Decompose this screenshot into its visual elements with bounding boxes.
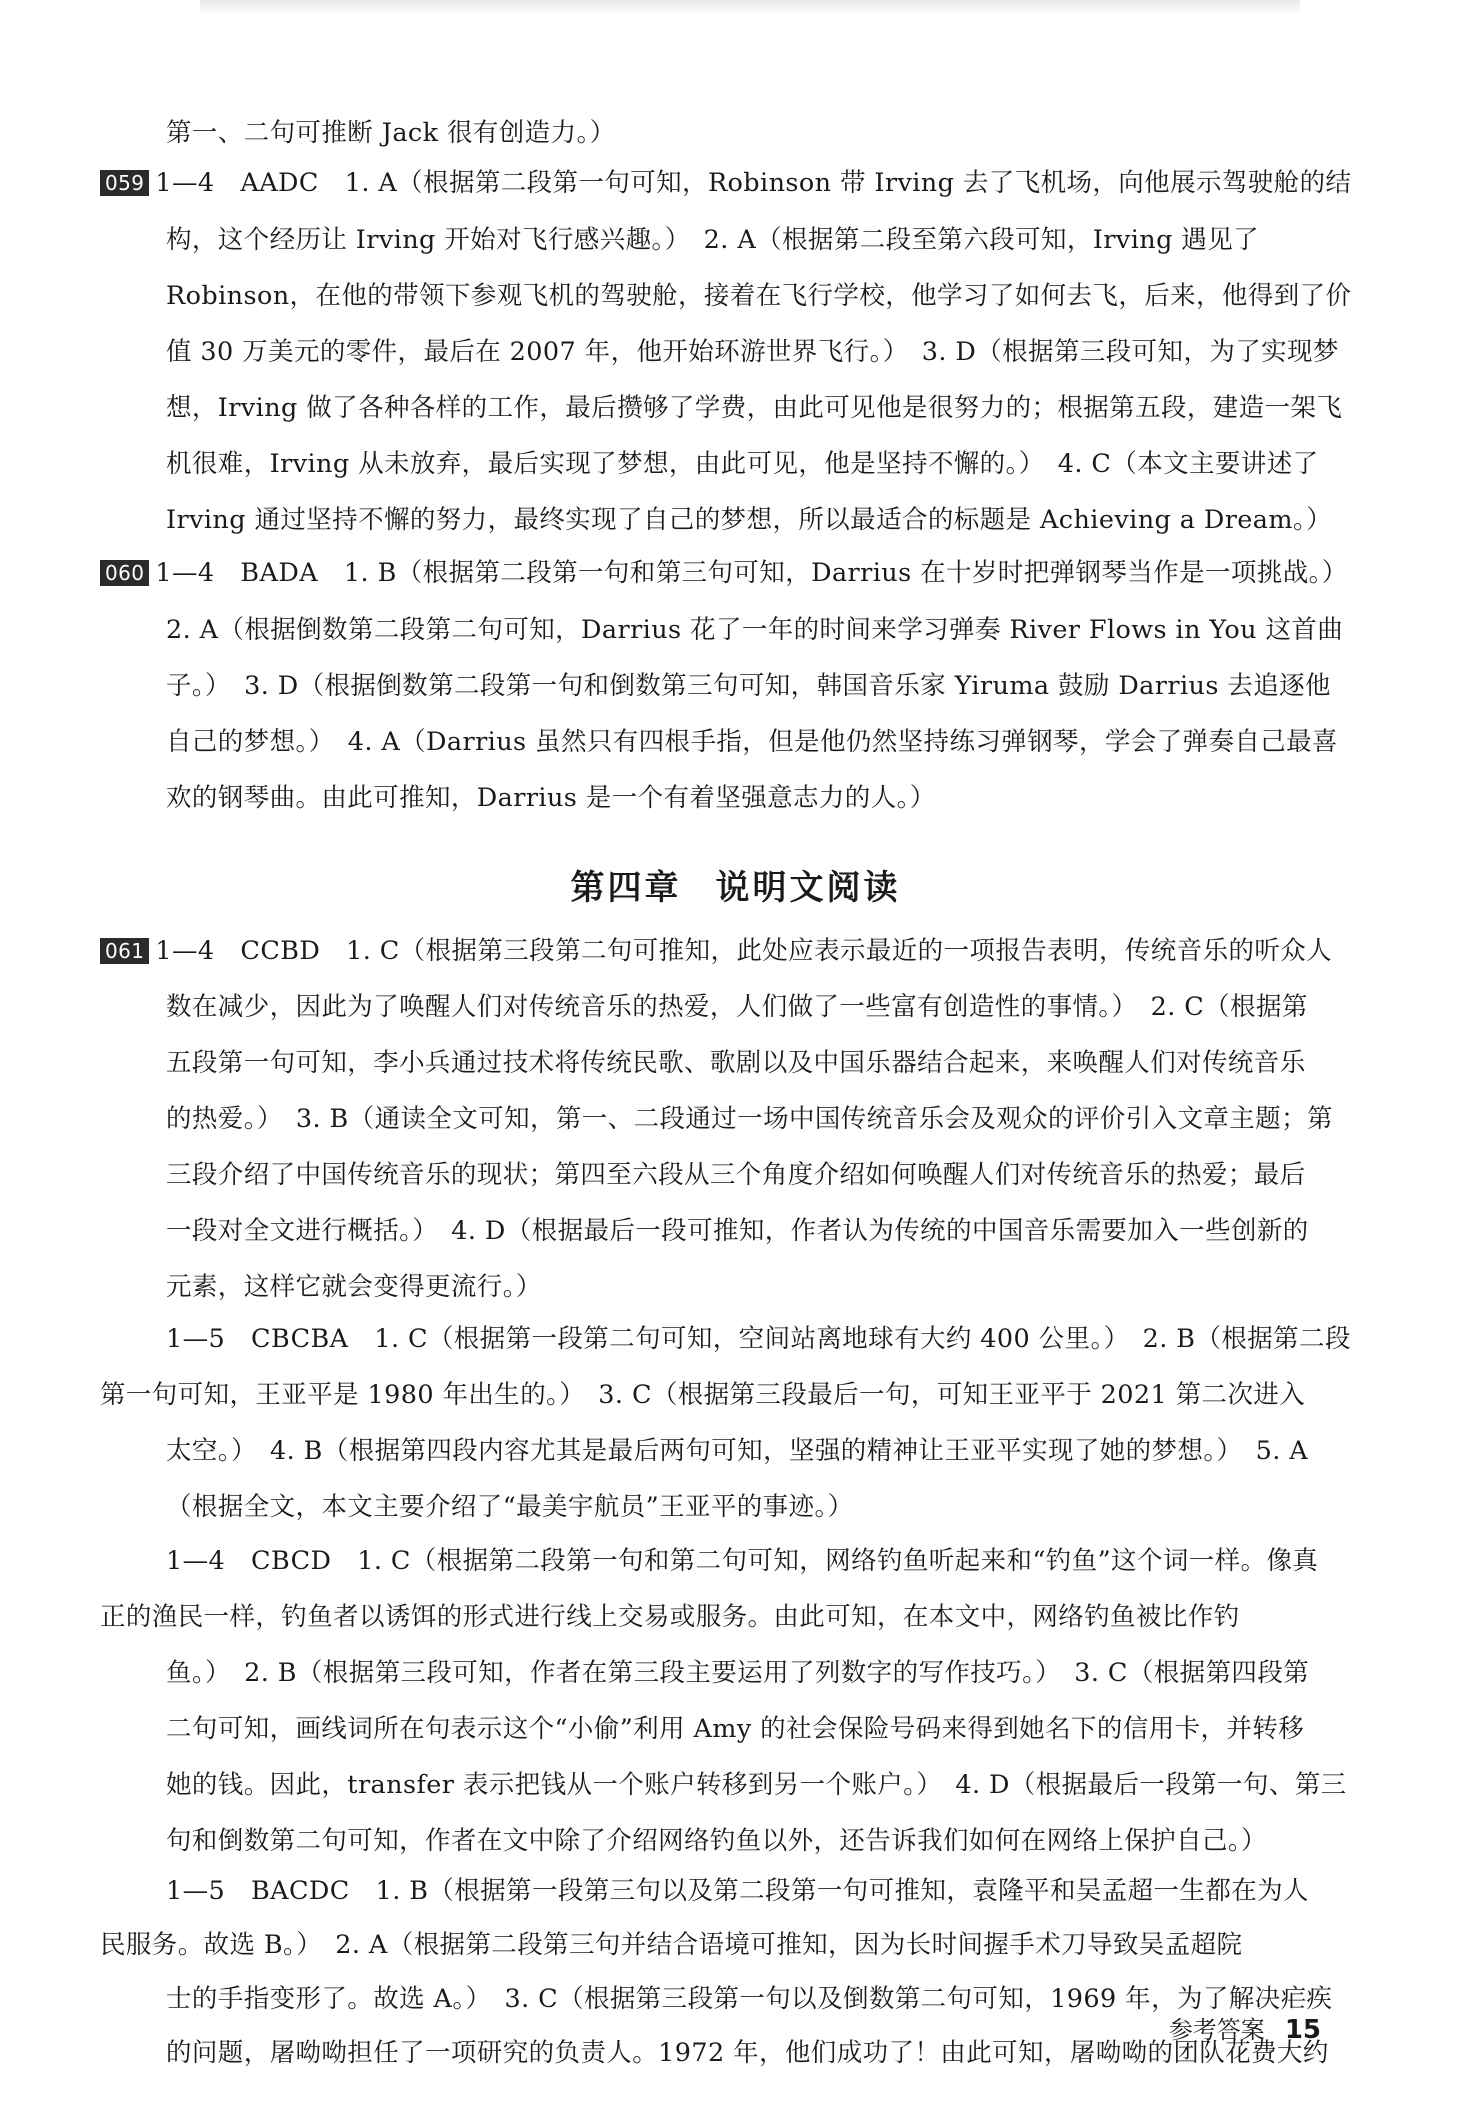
line-text: 自己的梦想。） 4. A（Darrius 虽然只有四根手指，但是他仍然坚持练习弹钢琴，学会了弹奏自己最喜 — [166, 727, 1338, 757]
line-text: 的问题，屠呦呦担任了一项研究的负责人。1972 年，他们成功了！由此可知，屠呦呦的团队花费大约 — [166, 2038, 1329, 2068]
line-2 — [166, 225, 1326, 255]
line-text: 太空。） 4. B（根据第四段内容尤其是最后两句可知，坚强的精神让王亚平实现了她的梦想。） 5. A — [166, 1436, 1309, 1466]
line-22 — [166, 1436, 1326, 1466]
line-text: （根据全文，本文主要介绍了“最美宇航员”王亚平的事迹。） — [166, 1492, 854, 1522]
question-number-badge: 060 — [100, 560, 149, 586]
line-text: 五段第一句可知，李小兵通过技术将传统民歌、歌剧以及中国乐器结合起来，来唤醒人们对传统音乐 — [166, 1048, 1306, 1078]
line-11 — [166, 727, 1338, 757]
question-number-badge: 059 — [100, 170, 149, 196]
line-26 — [166, 1658, 1326, 1688]
chapter-name: 说明文阅读 — [715, 868, 901, 908]
top-scan-shadow — [200, 0, 1300, 14]
answer-row-062 — [100, 1380, 1330, 1410]
line-32 — [166, 1984, 1333, 2014]
chapter-title — [0, 860, 1471, 909]
line-text: 欢的钢琴曲。由此可推知，Darrius 是一个有着坚强意志力的人。） — [166, 783, 936, 813]
line-15 — [166, 1048, 1326, 1078]
answer-row-060 — [100, 558, 1348, 588]
chapter-number: 第四章 — [570, 868, 682, 908]
line-29 — [166, 1826, 1326, 1856]
answer-row-061 — [100, 936, 1333, 966]
line-text: 1—5 CBCBA 1. C（根据第一段第二句可知，空间站离地球有大约 400 公里。） 2. B（根据第二段 — [166, 1324, 1351, 1354]
line-4 — [166, 337, 1339, 367]
line-text: 正的渔民一样，钓鱼者以诱饵的形式进行线上交易或服务。由此可知，在本文中，网络钓鱼被比作钓 — [100, 1602, 1240, 1632]
line-27 — [166, 1714, 1326, 1744]
answer-row-059 — [100, 168, 1352, 198]
line-text: 元素，这样它就会变得更流行。） — [166, 1272, 542, 1302]
line-text: 一段对全文进行概括。） 4. D（根据最后一段可推知，作者认为传统的中国音乐需要加入一些创新的 — [166, 1216, 1309, 1246]
line-24 — [166, 1546, 1326, 1576]
line-text: Robinson，在他的带领下参观飞机的驾驶舱，接着在飞行学校，他学习了如何去飞，后来，他得到了价 — [166, 281, 1352, 311]
line-text: 第一、二句可推断 Jack 很有创造力。） — [166, 118, 616, 148]
answer-row-063 — [100, 1602, 1330, 1632]
line-20 — [166, 1324, 1351, 1354]
question-number-badge: 061 — [100, 938, 149, 964]
line-text: 1—4 BADA 1. B（根据第二段第一句和第三句可知，Darrius 在十岁时把弹钢琴当作是一项挑战。） — [155, 558, 1348, 588]
line-text: 句和倒数第二句可知，作者在文中除了介绍网络钓鱼以外，还告诉我们如何在网络上保护自己。） — [166, 1826, 1267, 1856]
line-text: 民服务。故选 B。） 2. A（根据第二段第三句并结合语境可推知，因为长时间握手术刀导致吴孟超院 — [100, 1930, 1243, 1960]
line-0 — [166, 118, 1326, 148]
line-text: 1—5 BACDC 1. B（根据第一段第三句以及第二段第一句可推知，袁隆平和吴孟超一生都在为人 — [166, 1876, 1309, 1906]
line-text: 想，Irving 做了各种各样的工作，最后攒够了学费，由此可见他是很努力的；根据第五段，建造一架飞 — [166, 393, 1343, 423]
line-text: 数在减少，因此为了唤醒人们对传统音乐的热爱，人们做了一些富有创造性的事情。） 2. C（根据第 — [166, 992, 1308, 1022]
line-28 — [166, 1770, 1347, 1800]
line-text: 的热爱。） 3. B（通读全文可知，第一、二段通过一场中国传统音乐会及观众的评价引入文章主题；第 — [166, 1104, 1333, 1134]
line-30 — [166, 1876, 1326, 1906]
line-text: 构，这个经历让 Irving 开始对飞行感兴趣。） 2. A（根据第二段至第六段可知，Irving 遇见了 — [166, 225, 1260, 255]
line-text: 二句可知，画线词所在句表示这个“小偷”利用 Amy 的社会保险号码来得到她名下的信用卡，并转移 — [166, 1714, 1305, 1744]
line-6 — [166, 449, 1326, 479]
line-text: 鱼。） 2. B（根据第三段可知，作者在第三段主要运用了列数字的写作技巧。） 3. C（根据第四段第 — [166, 1658, 1310, 1688]
line-text: 1—4 AADC 1. A（根据第二段第一句可知，Robinson 带 Irving 去了飞机场，向他展示驾驶舱的结 — [155, 168, 1352, 198]
line-text: 1—4 CBCD 1. C（根据第二段第一句和第二句可知，网络钓鱼听起来和“钓鱼”这个词一样。像真 — [166, 1546, 1319, 1576]
line-text: 士的手指变形了。故选 A。） 3. C（根据第三段第一句以及倒数第二句可知，1969 年，为了解决疟疾 — [166, 1984, 1333, 2014]
footer-label: 参考答案 — [1168, 2016, 1265, 2044]
page-number: 15 — [1284, 2015, 1321, 2045]
page-footer — [1169, 2010, 1321, 2045]
line-text: Irving 通过坚持不懈的努力，最终实现了自己的梦想，所以最适合的标题是 Achieving a Dream。） — [166, 505, 1333, 535]
line-3 — [166, 281, 1352, 311]
line-23 — [166, 1492, 1326, 1522]
line-9 — [166, 615, 1344, 645]
line-19 — [166, 1272, 1326, 1302]
line-text: 第一句可知，王亚平是 1980 年出生的。） 3. C（根据第三段最后一句，可知王亚平于 2021 第二次进入 — [100, 1380, 1306, 1410]
line-10 — [166, 671, 1331, 701]
line-text: 三段介绍了中国传统音乐的现状；第四至六段从三个角度介绍如何唤醒人们对传统音乐的热爱；最后 — [166, 1160, 1306, 1190]
line-text: 子。） 3. D（根据倒数第二段第一句和倒数第三句可知，韩国音乐家 Yiruma 鼓励 Darrius 去追逐他 — [166, 671, 1331, 701]
line-7 — [166, 505, 1333, 535]
line-18 — [166, 1216, 1326, 1246]
line-text: 值 30 万美元的零件，最后在 2007 年，他开始环游世界飞行。） 3. D（根据第三段可知，为了实现梦 — [166, 337, 1339, 367]
line-text: 2. A（根据倒数第二段第二句可知，Darrius 花了一年的时间来学习弹奏 River Flows in You 这首曲 — [166, 615, 1344, 645]
line-5 — [166, 393, 1343, 423]
line-16 — [166, 1104, 1333, 1134]
answer-row-064 — [100, 1930, 1330, 1960]
line-12 — [166, 783, 1326, 813]
line-33 — [166, 2038, 1329, 2068]
line-text: 她的钱。因此，transfer 表示把钱从一个账户转移到另一个账户。） 4. D（根据最后一段第一句、第三 — [166, 1770, 1347, 1800]
line-17 — [166, 1160, 1326, 1190]
line-text: 1—4 CCBD 1. C（根据第三段第二句可推知，此处应表示最近的一项报告表明，传统音乐的听众人 — [155, 936, 1333, 966]
line-14 — [166, 992, 1326, 1022]
line-text: 机很难，Irving 从未放弃，最后实现了梦想，由此可见，他是坚持不懈的。） 4. C（本文主要讲述了 — [166, 449, 1319, 479]
